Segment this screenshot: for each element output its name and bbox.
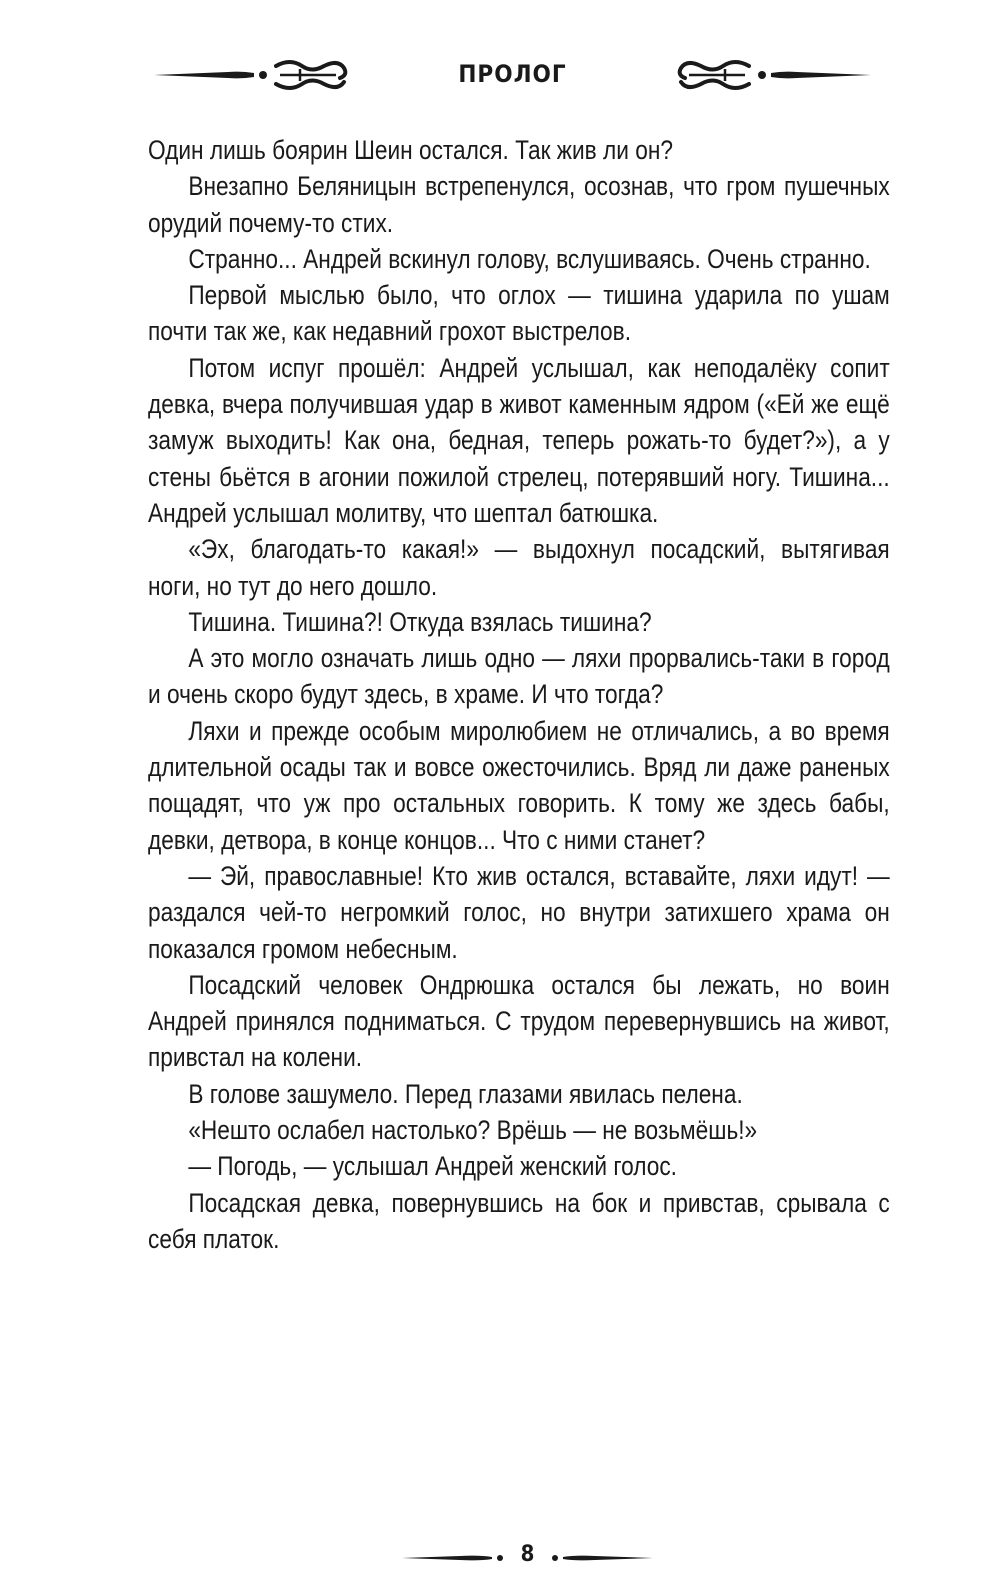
paragraph: Первой мыслью было, что оглох — тишина ударила по ушам почти так же, как недавний грохот выстрелов. [148,280,890,347]
running-title: ПРОЛОГ [458,60,567,88]
paragraph: Странно... Андрей вскинул голову, вслушиваясь. Очень странно. [188,243,871,274]
paragraph: Потом испуг прошёл: Андрей услышал, как неподалёку сопит девка, вчера получившая удар в живот каменным ядром («Ей же ещё замуж выходить! Как она, бедная, теперь рожать-то будет?»), а у стены бьётся в агонии пожилой стрелец, потерявший ногу. Тишина... Андрей услышал молитву, что шептал батюшка. [148,352,890,528]
paragraph: — Эй, православные! Кто жив остался, вставайте, ляхи идут! — раздался чей-то негромкий голос, но внутри затихшего храма он показался громом небесным. [148,860,890,964]
paragraph: Посадский человек Ондрюшка остался бы лежать, но воин Андрей принялся подниматься. С трудом перевернувшись на живот, привстал на колени. [148,969,890,1073]
paragraph: Тишина. Тишина?! Откуда взялась тишина? [188,606,652,637]
scroll-ornament-right-icon [675,52,875,98]
paragraph: Ляхи и прежде особым миролюбием не отличались, а во время длительной осады так и вовсе ожесточились. Вряд ли даже раненых пощадят, что уж про остальных говорить. К тому же здесь бабы, девки, детвора, в конце концов... Что с ними станет? [148,715,890,855]
paragraph: В голове зашумело. Перед глазами явилась пелена. [188,1078,743,1109]
page-header [150,52,875,98]
paragraph: Посадская девка, повернувшись на бок и привстав, срывала с себя платок. [148,1187,890,1254]
body-text [148,132,890,1257]
paragraph: «Нешто ослабел настолько? Врёшь — не возьмёшь!» [188,1115,758,1146]
paragraph: «Эх, благодать-то какая!» — выдохнул посадский, вытягивая ноги, но тут до него дошло. [148,534,890,601]
paragraph: Внезапно Беляницын встрепенулся, осознав, что гром пушечных орудий почему-то стих. [148,171,890,238]
paragraph: А это могло означать лишь одно — ляхи прорвались-таки в город и очень скоро будут здесь, в храме. И что тогда? [148,643,890,710]
page-footer [400,1542,655,1578]
footer-ornament-right-icon [550,1548,655,1568]
page-number: 8 [520,1542,535,1567]
paragraph: Один лишь боярин Шеин остался. Так жив ли он? [148,135,673,165]
paragraph: — Погодь, — услышал Андрей женский голос. [188,1151,677,1182]
